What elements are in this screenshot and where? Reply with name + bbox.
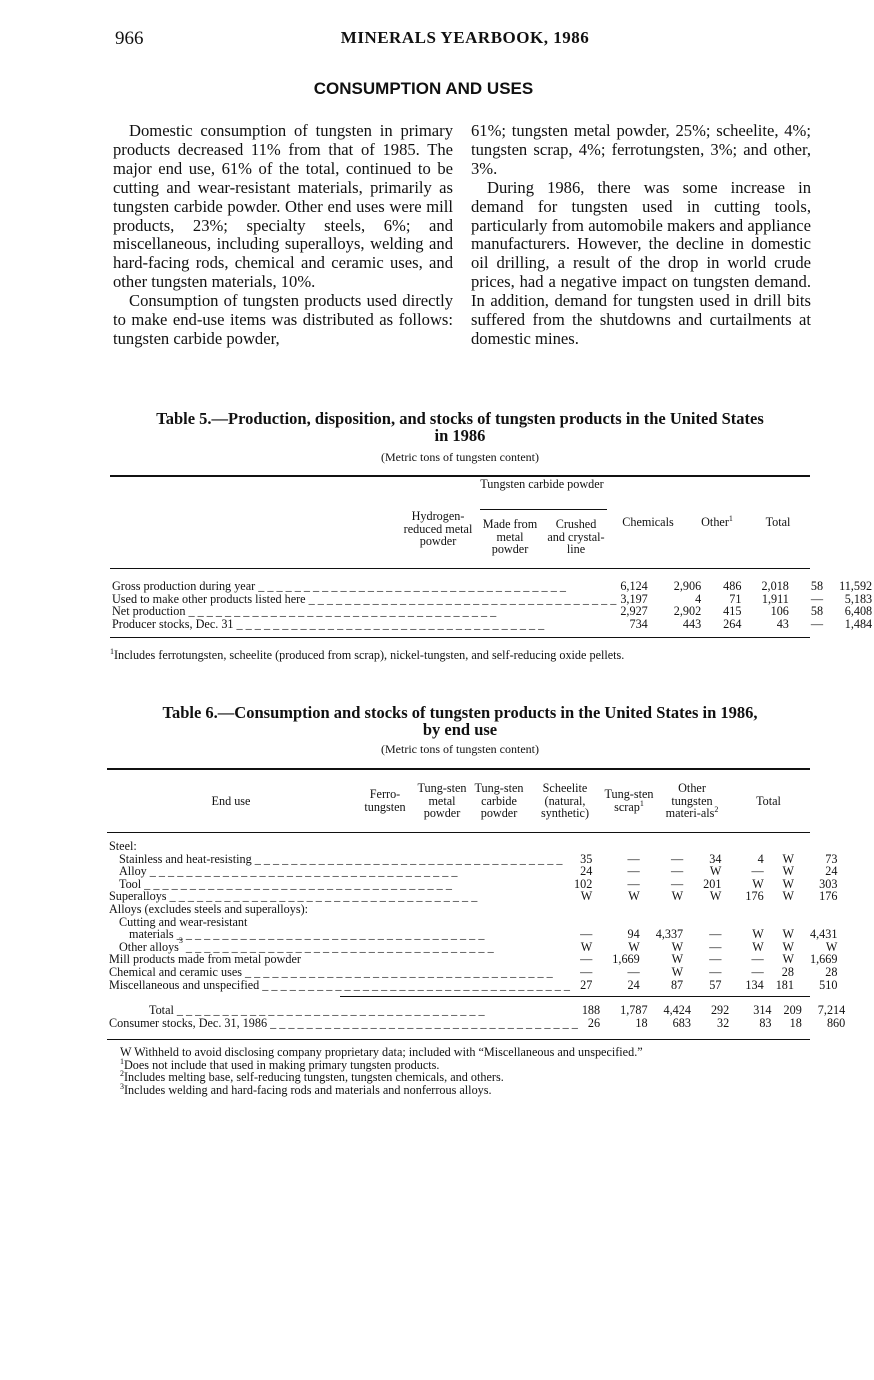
table-cell: 34 xyxy=(709,851,722,866)
table-cell: 2,906 xyxy=(673,579,702,593)
table-cell: — xyxy=(627,876,640,891)
table-row xyxy=(110,605,874,618)
paragraph: 61%; tungsten metal powder, 25%; scheelite, 4%; tungsten scrap, 4%; ferrotungsten, 3%; and other, 3%. xyxy=(471,121,811,178)
row-label: Net production xyxy=(112,604,186,619)
table-cell: W xyxy=(671,964,684,979)
table-cell: 71 xyxy=(729,591,742,606)
col-carbide-powder: Tung-sten carbide powder xyxy=(474,781,524,821)
table-cell: 18 xyxy=(789,1015,802,1030)
table-cell: 1,484 xyxy=(844,616,873,631)
row-label: Stainless and heat-resisting xyxy=(119,851,252,866)
table6-footnotes xyxy=(120,1046,810,1096)
col-other-materials: Other tungsten materi-als$^2$ xyxy=(665,781,719,821)
table-cell: 2,902 xyxy=(673,604,702,619)
table-cell: W xyxy=(782,927,794,942)
section-title: CONSUMPTION AND USES xyxy=(313,79,534,98)
table-cell: 1,669 xyxy=(612,952,640,967)
col-total: Total xyxy=(765,514,791,529)
table-cell xyxy=(654,903,701,916)
row-label: Cutting and wear-resistant xyxy=(119,914,248,929)
table-cell: — xyxy=(751,964,764,979)
table-cell: 314 xyxy=(753,1003,772,1017)
row-label: Steel: xyxy=(109,839,137,853)
table-cell: 58 xyxy=(810,604,824,619)
table-cell: 734 xyxy=(629,616,648,631)
row-label: Miscellaneous and unspecified xyxy=(109,977,260,992)
table-cell: 209 xyxy=(783,1003,802,1017)
row-label: Alloy xyxy=(119,864,147,879)
table-cell: — xyxy=(709,964,722,979)
table-cell: 83 xyxy=(759,1015,772,1030)
table-cell: W xyxy=(628,939,640,954)
table-cell: 32 xyxy=(717,1015,730,1030)
table-cell: — xyxy=(627,964,640,979)
table-cell: W xyxy=(782,939,794,954)
col-made-from-metal: Made from metal powder xyxy=(482,517,538,557)
table-cell xyxy=(701,903,743,916)
row-label: Superalloys xyxy=(109,889,167,904)
table-cell: — xyxy=(709,927,722,942)
table-cell: 415 xyxy=(723,604,742,619)
row-label: Producer stocks, Dec. 31 xyxy=(112,616,234,631)
row-label: Tool xyxy=(119,876,142,891)
table-cell: — xyxy=(580,952,593,967)
table-cell xyxy=(743,903,773,916)
table-cell xyxy=(610,903,653,916)
table-row xyxy=(107,865,839,878)
table-cell: 3,197 xyxy=(620,591,648,606)
table-cell: 43 xyxy=(776,616,789,631)
table6-header xyxy=(107,772,810,830)
table-cell: W xyxy=(671,939,684,954)
table-row xyxy=(107,966,839,979)
col-metal-powder: Tung-sten metal powder xyxy=(417,781,467,821)
table5-subtitle: (Metric tons of tungsten content) xyxy=(381,450,539,464)
table5-header xyxy=(110,478,810,566)
footnote: $^3$Includes welding and hard-facing rods and materials and nonferrous alloys. xyxy=(120,1081,492,1097)
table-cell: W xyxy=(580,939,593,954)
table-cell: — xyxy=(580,927,593,942)
page-number: 966 xyxy=(115,28,144,49)
table-cell: 181 xyxy=(775,977,794,992)
table6-subtitle: (Metric tons of tungsten content) xyxy=(381,742,539,756)
table-cell: — xyxy=(709,952,722,967)
col-crushed: Crushed and crystal-line xyxy=(547,517,605,557)
table-cell: 510 xyxy=(819,977,838,992)
footnote: $^2$Includes melting base, self-reducing tungsten, tungsten chemicals, and others. xyxy=(120,1069,504,1085)
table-cell: — xyxy=(751,864,764,879)
table-cell: 4,424 xyxy=(663,1003,691,1017)
row-label: Mill products made from metal powder xyxy=(109,952,301,967)
table-cell: W xyxy=(628,889,640,904)
col-group-carbide: Tungsten carbide powder xyxy=(480,477,604,491)
paragraph: Consumption of tungsten products used directly to make end-use items was distributed as follows: tungsten carbide powder, xyxy=(113,291,453,348)
table-cell: 73 xyxy=(825,851,838,866)
table-cell: 176 xyxy=(819,889,838,904)
table-cell xyxy=(572,840,610,853)
table-cell: 2,927 xyxy=(620,604,648,619)
table-cell: — xyxy=(751,952,764,967)
table-cell: 4,431 xyxy=(809,927,838,942)
table-row xyxy=(110,580,874,593)
table-cell: 201 xyxy=(703,876,722,891)
text-column-left xyxy=(113,122,453,349)
col-ferrotungsten: Ferro-tungsten xyxy=(364,787,406,814)
table-cell: 5,183 xyxy=(844,591,873,606)
table-cell: — xyxy=(627,851,640,866)
table-cell: 486 xyxy=(723,579,742,593)
table6-totals xyxy=(107,1004,847,1029)
paragraph: During 1986, there was some increase in demand for tungsten used in cutting tools, particularly from automobile makers and appliance manufacturers. However, the decline in domestic oil drilling, a result of the drop in world crude prices, had a negative impact on tungsten demand. In addition, demand for tungsten used in drill bits suffered from the shutdowns and curtailments at domestic mines. xyxy=(471,177,811,348)
text-column-right xyxy=(471,122,811,349)
table-cell: W xyxy=(825,939,838,954)
table5-footnote: $^1$Includes ferrotungsten, scheelite (produced from scrap), nickel-tungsten, and self-reducing oxide pellets. xyxy=(110,646,625,662)
table-cell: — xyxy=(709,939,722,954)
table-cell: 4 xyxy=(757,851,764,866)
table-cell: 11,592 xyxy=(839,579,873,593)
table-cell: 6,124 xyxy=(620,579,648,593)
table-cell: 57 xyxy=(709,977,722,992)
table-cell: 18 xyxy=(635,1015,648,1030)
table-cell: 24 xyxy=(825,864,838,879)
col-scrap: Tung-sten scrap$^1$ xyxy=(604,787,654,814)
row-label: Consumer stocks, Dec. 31, 1986 xyxy=(109,1015,268,1030)
col-other: Other$^1$ xyxy=(701,513,733,529)
col-end-use: End use xyxy=(211,793,251,808)
table-cell xyxy=(808,903,839,916)
row-label: materials xyxy=(129,927,174,942)
table-row xyxy=(107,1004,847,1017)
running-header: MINERALS YEARBOOK, 1986 xyxy=(340,28,590,47)
table-cell xyxy=(774,840,808,853)
table-cell: 94 xyxy=(627,927,640,942)
table-cell: 6,408 xyxy=(844,604,873,619)
row-label: Used to make other products listed here xyxy=(112,591,306,606)
footnote: $^1$Does not include that used in making primary tungsten products. xyxy=(120,1056,440,1072)
table-cell: 176 xyxy=(745,889,764,904)
table-cell: W xyxy=(580,889,593,904)
table-cell: 26 xyxy=(587,1015,601,1030)
row-label: Alloys (excludes steels and superalloys): xyxy=(109,901,309,916)
table-cell: W xyxy=(782,889,794,904)
table6-title: Table 6.—Consumption and stocks of tungsten products in the United States in 1986, by end use xyxy=(162,703,758,739)
table-cell xyxy=(701,916,743,929)
table-cell xyxy=(654,840,701,853)
col-chemicals: Chemicals xyxy=(622,514,674,529)
col-hydrogen-reduced: Hydrogen-reduced metal powder xyxy=(403,509,473,549)
table-cell: 87 xyxy=(670,977,684,992)
table-cell: W xyxy=(752,927,764,942)
table-cell: 27 xyxy=(580,977,593,992)
table-row xyxy=(107,928,839,941)
table6-body xyxy=(107,840,839,991)
table-cell: — xyxy=(810,591,824,606)
table-cell: W xyxy=(782,864,794,879)
table-cell: — xyxy=(810,616,824,631)
row-label: Other alloys xyxy=(119,939,179,954)
table-cell: 860 xyxy=(826,1015,846,1030)
table-cell: W xyxy=(709,864,722,879)
table-row xyxy=(110,618,874,631)
paragraph: Domestic consumption of tungsten in primary products decreased 11% from that of 1985. The major end use, 61% of the total, continued to be cutting and wear-resistant materials, primarily as tungsten carbide powder. Other end uses were mill products, 23%; specialty steels, 6%; and miscellaneous, including superalloys, welding and hard-facing rods, chemical and ceramic uses, and other tungsten materials, 10%. xyxy=(113,121,453,292)
row-label: Gross production during year xyxy=(112,579,256,593)
table-cell: 28 xyxy=(781,964,794,979)
table-cell: 4 xyxy=(695,591,702,606)
col-scheelite: Scheelite (natural, synthetic) xyxy=(540,781,590,821)
row-label: Total xyxy=(149,1003,174,1017)
table-cell xyxy=(610,840,653,853)
table-cell xyxy=(774,903,808,916)
table-cell: W xyxy=(782,952,794,967)
table-row: Other alloys 3 _ _ _ W W W — W W W xyxy=(107,941,839,954)
table-cell xyxy=(572,903,610,916)
table-cell: — xyxy=(670,851,684,866)
table-cell xyxy=(743,840,773,853)
table-cell: 1,911 xyxy=(761,591,789,606)
table-cell: W xyxy=(671,952,684,967)
table-cell: 102 xyxy=(574,876,593,891)
table-cell: W xyxy=(709,889,722,904)
table-cell: 2,018 xyxy=(761,579,789,593)
footnote: W Withheld to avoid disclosing company proprietary data; included with “Miscellaneous and unspecified.” xyxy=(120,1045,643,1059)
table-cell: 303 xyxy=(819,876,838,891)
table-cell: W xyxy=(671,889,684,904)
table-cell: 292 xyxy=(710,1003,730,1017)
table-cell: W xyxy=(782,876,794,891)
table-cell: — xyxy=(670,864,684,879)
table-cell: 443 xyxy=(682,616,702,631)
table-cell: 188 xyxy=(581,1003,601,1017)
table-cell: 7,214 xyxy=(817,1003,846,1017)
table-cell: 1,669 xyxy=(809,952,838,967)
row-label: Chemical and ceramic uses xyxy=(109,964,242,979)
table-cell: 24 xyxy=(627,977,640,992)
table-cell: W xyxy=(752,939,764,954)
table-cell: 264 xyxy=(723,616,742,631)
table-cell: 106 xyxy=(770,604,789,619)
table-cell: 24 xyxy=(580,864,593,879)
table-cell: 1,787 xyxy=(620,1003,648,1017)
table-cell: — xyxy=(580,964,593,979)
table-cell: — xyxy=(627,864,640,879)
table-cell: 58 xyxy=(810,579,824,593)
table-cell: 4,337 xyxy=(655,927,684,942)
table-cell: 134 xyxy=(745,977,764,992)
table-cell: — xyxy=(670,876,684,891)
table5-body xyxy=(110,580,874,630)
table-row xyxy=(107,840,839,853)
table-row xyxy=(107,1017,847,1030)
table5-title: Table 5.—Production, disposition, and stocks of tungsten products in the United States in 1986 xyxy=(156,409,764,445)
table-cell xyxy=(701,840,743,853)
table-cell: W xyxy=(782,851,794,866)
table-cell: 35 xyxy=(580,851,593,866)
table-cell xyxy=(808,840,839,853)
table-row xyxy=(107,979,839,992)
table-cell: W xyxy=(752,876,764,891)
table-cell: 683 xyxy=(672,1015,691,1030)
table-cell: 28 xyxy=(825,964,838,979)
col-total: Total xyxy=(756,793,781,808)
